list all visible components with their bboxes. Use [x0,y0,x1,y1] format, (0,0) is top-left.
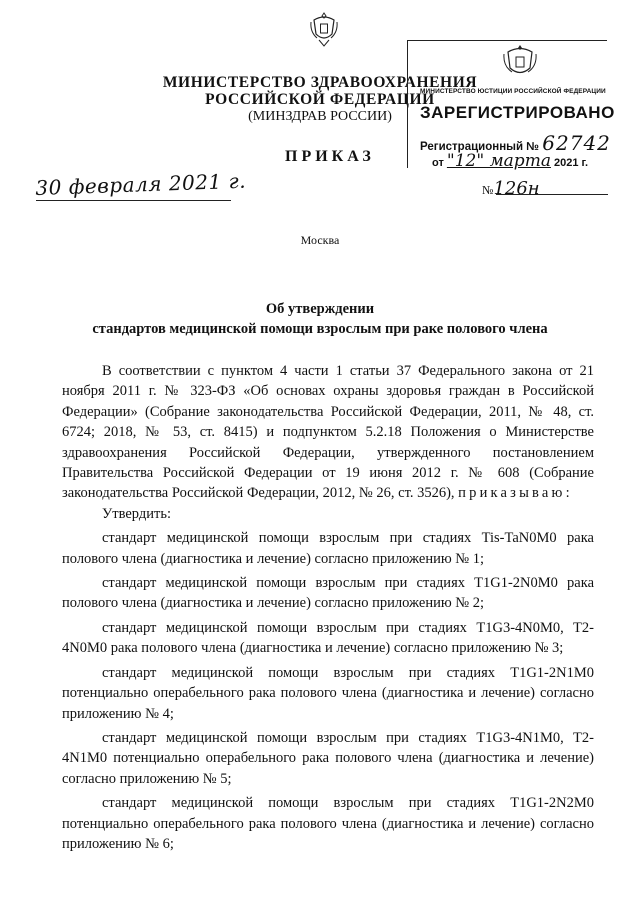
list-item: стандарт медицинской помощи взрослым при стадиях T1G1-2N2M0 потенциально операбельного рака полового члена (диагностика и лечение) согласно приложению № 6; [62,795,594,852]
list-item: стандарт медицинской помощи взрослым при стадиях T1G3-4N1M0, T2-4N1M0 потенциально операбельного рака полового члена (диагностика и лечение) согласно приложению № 5; [62,729,594,787]
order-number [482,178,540,199]
title-line2: стандартов медицинской помощи взрослым при раке полового члена [92,321,548,337]
document-body [62,361,594,854]
order-date-underline [36,200,231,201]
stamp-status: ЗАРЕГИСТРИРОВАНО [420,103,615,122]
order-word: приказываю: [458,485,573,502]
stamp-reg-number: 62742 [542,131,611,155]
stamp-date-prefix: от [432,157,444,169]
preamble-paragraph [62,361,594,504]
title-line1: Об утверждении [265,301,375,317]
list-item: стандарт медицинской помощи взрослым при стадиях T1G3-4N0M0, T2-4N0M0 рака полового члена (диагностика и лечение) согласно приложению № 3; [62,619,594,657]
order-number-underline [496,194,608,195]
list-item: стандарт медицинской помощи взрослым при стадиях T1G1-2N1M0 потенциально операбельного рака полового члена (диагностика и лечение) согласно приложению № 4; [62,664,594,722]
ministry-name-line1: МИНИСТЕРСТВО ЗДРАВООХРАНЕНИЯ [162,74,478,91]
list-item: стандарт медицинской помощи взрослым при стадиях Tis-TaN0M0 рака полового члена (диагностика и лечение) согласно приложению № 1; [62,530,594,567]
approve-paragraph: Утвердить: [102,505,171,522]
order-number-value: 126н [493,178,540,199]
coat-of-arms-emblem [308,10,340,50]
ministry-short-name: (МИНЗДРАВ РОССИИ) [248,109,392,124]
document-type: ПРИКАЗ [285,148,375,165]
stamp-justice-ministry: МИНИСТЕРСТВО ЮСТИЦИИ РОССИЙСКОЙ ФЕДЕРАЦИИ [420,88,606,95]
stamp-date-handwritten: "12" марта [446,151,551,171]
list-item: стандарт медицинской помощи взрослым при стадиях T1G1-2N0M0 рака полового члена (диагностика и лечение) согласно приложению № 2; [62,575,594,612]
stamp-reg-label: Регистрационный № [420,141,540,153]
stamp-date [432,151,588,171]
order-date-handwritten: 30 февраля 2021 г. [35,168,247,200]
preamble-text: В соответствии с пунктом 4 части 1 статьи 37 Федерального закона от 21 ноября 2011 г. № 323-ФЗ «Об основах охраны здоровья граждан в Российской Федерации» (Собрание законодательства Российской Федерации, 2011, № 48, ст. 6724; 2018, № 53, ст. 8415) и подпунктом 5.2.18 Положения о Министерстве здравоохранения Российской Федерации, утвержденного постановлением Правительства Российской Федерации от 19 июня 2012 г. № 608 (Собрание законодательства Российской Федерации, 2012, № 26, ст. 3526), [62,363,594,502]
city: Москва [300,233,340,247]
ministry-name-line2: РОССИЙСКОЙ ФЕДЕРАЦИИ [205,91,435,108]
stamp-date-year: 2021 г. [554,157,589,169]
document-title [40,299,600,339]
order-number-prefix: № [482,183,494,197]
stamp-emblem [500,42,540,82]
